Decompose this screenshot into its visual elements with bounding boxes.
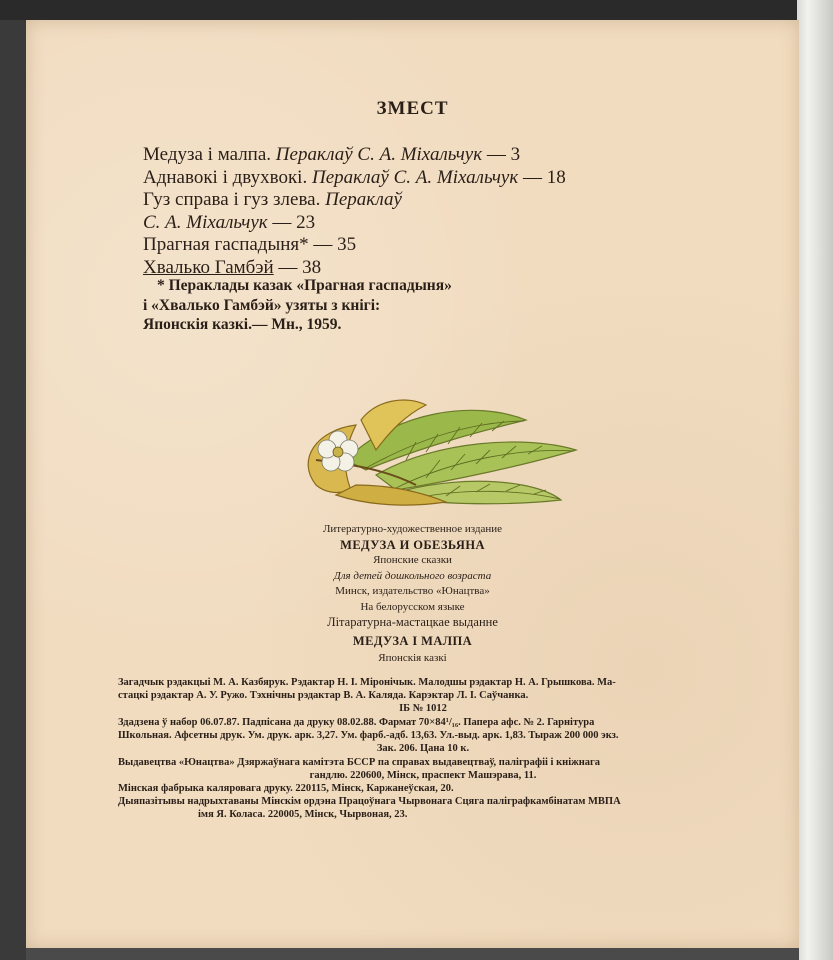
toc-title: ЗМЕСТ xyxy=(376,98,449,119)
title-be: МЕДУЗА І МАЛПА xyxy=(352,633,473,648)
toc-entry xyxy=(143,167,783,190)
table-of-contents xyxy=(143,144,783,279)
audience-ru: Для детей дошкольного возраста xyxy=(333,569,492,582)
imprint-line: стацкі рэдактар А. У. Ружо. Тэхнічны рэдактар В. А. Каляда. Карэктар Л. І. Саўчанка. xyxy=(118,690,529,701)
leaf-flower-ornament xyxy=(276,390,586,515)
imprint-editors xyxy=(118,676,728,715)
language-ru: На белорусском языке xyxy=(360,600,465,613)
genre-be: Літаратурна-мастацкае выданне xyxy=(327,615,498,629)
toc-entry-title: Медуза і малпа. xyxy=(143,144,272,165)
publisher-ru: Минск, издательство «Юнацтва» xyxy=(335,585,490,597)
toc-entry-title: Хвалько Гамбэй xyxy=(143,256,274,278)
title-ru: МЕДУЗА И ОБЕЗЬЯНА xyxy=(340,537,485,552)
footnote xyxy=(143,276,783,335)
toc-entry-title: Прагная гаспадыня* xyxy=(143,234,309,255)
toc-entry xyxy=(143,212,783,235)
toc-entry xyxy=(143,234,783,257)
toc-entry xyxy=(143,189,783,212)
toc-entry-translator: С. А. Міхальчук xyxy=(143,211,268,233)
imprint-line: Школьная. Афсетны друк. Ум. друк. арк. 3,27. Ум. фарб.-адб. 13,63. Ул.-выд. арк. 1,83. Тыраж 200 000 экз. xyxy=(118,730,619,741)
footnote-line: і «Хвалько Гамбэй» узяты з кнігі: xyxy=(143,296,381,314)
toc-entry-page: — 3 xyxy=(486,144,521,165)
imprint-line: Выдавецтва «Юнацтва» Дзяржаўнага камітэта БССР па справах выдавецтваў, паліграфіі і кніжнага xyxy=(118,757,601,768)
imprint-print-details xyxy=(118,716,728,755)
toc-entry-translator: Пераклаў С. А. Міхальчук xyxy=(275,144,483,165)
genre-ru: Литературно-художественное издание xyxy=(322,523,503,535)
imprint-line: Загадчык рэдакцыі М. А. Казбярук. Рэдактар Н. І. Міронічык. Малодшы рэдактар Н. А. Грышкова. Ма- xyxy=(118,677,616,688)
imprint-line: гандлю. 220600, Мінск, праспект Машэрава, 11. xyxy=(309,770,537,781)
footnote-line: * Пераклады казак «Прагная гаспадыня» xyxy=(157,277,452,294)
toc-entry-page: — 35 xyxy=(313,234,357,255)
book-page xyxy=(26,20,799,948)
subtitle-ru: Японские сказки xyxy=(373,554,452,566)
scan-background-top xyxy=(0,0,833,20)
colophon xyxy=(26,522,799,667)
toc-entry xyxy=(143,144,783,167)
book-cover-edge xyxy=(797,0,833,960)
subtitle-be: Японскія казкі xyxy=(378,652,447,664)
toc-entry-page: — 38 xyxy=(278,256,322,278)
imprint-publisher xyxy=(118,756,728,821)
imprint-line: Дыяпазітывы надрыхтаваны Мінскім ордэна Працоўнага Чырвонага Сцяга паліграфкамбінатам МВПА xyxy=(118,796,621,807)
toc-entry-translator: Пераклаў xyxy=(325,189,402,210)
toc-entry-translator: Пераклаў С. А. Міхальчук xyxy=(311,166,519,188)
imprint-line: імя Я. Коласа. 220005, Мінск, Чырвоная, 23. xyxy=(198,809,408,820)
footnote-line: Японскія казкі.— Мн., 1959. xyxy=(143,316,342,333)
imprint-line: Здадзена ў набор 06.07.87. Падпісана да друку 08.02.88. Фармат 70×84¹/₁₆. Папера афс. № 2. Гарнітура xyxy=(118,717,595,728)
scan-background-bottom xyxy=(26,948,799,960)
imprint-line: Мінская фабрыка каляровага друку. 220115, Мінск, Каржанеўская, 20. xyxy=(118,783,454,794)
toc-entry-page: — 18 xyxy=(523,166,566,188)
imprint-ib-number: ІБ № 1012 xyxy=(399,703,447,714)
toc-entry-page: — 23 xyxy=(272,211,316,233)
toc-entry-title: Гуз справа і гуз злева. xyxy=(143,189,321,210)
imprint-line: Зак. 206. Цана 10 к. xyxy=(376,743,470,754)
toc-entry-title: Аднавокі і двухвокі. xyxy=(143,166,308,188)
